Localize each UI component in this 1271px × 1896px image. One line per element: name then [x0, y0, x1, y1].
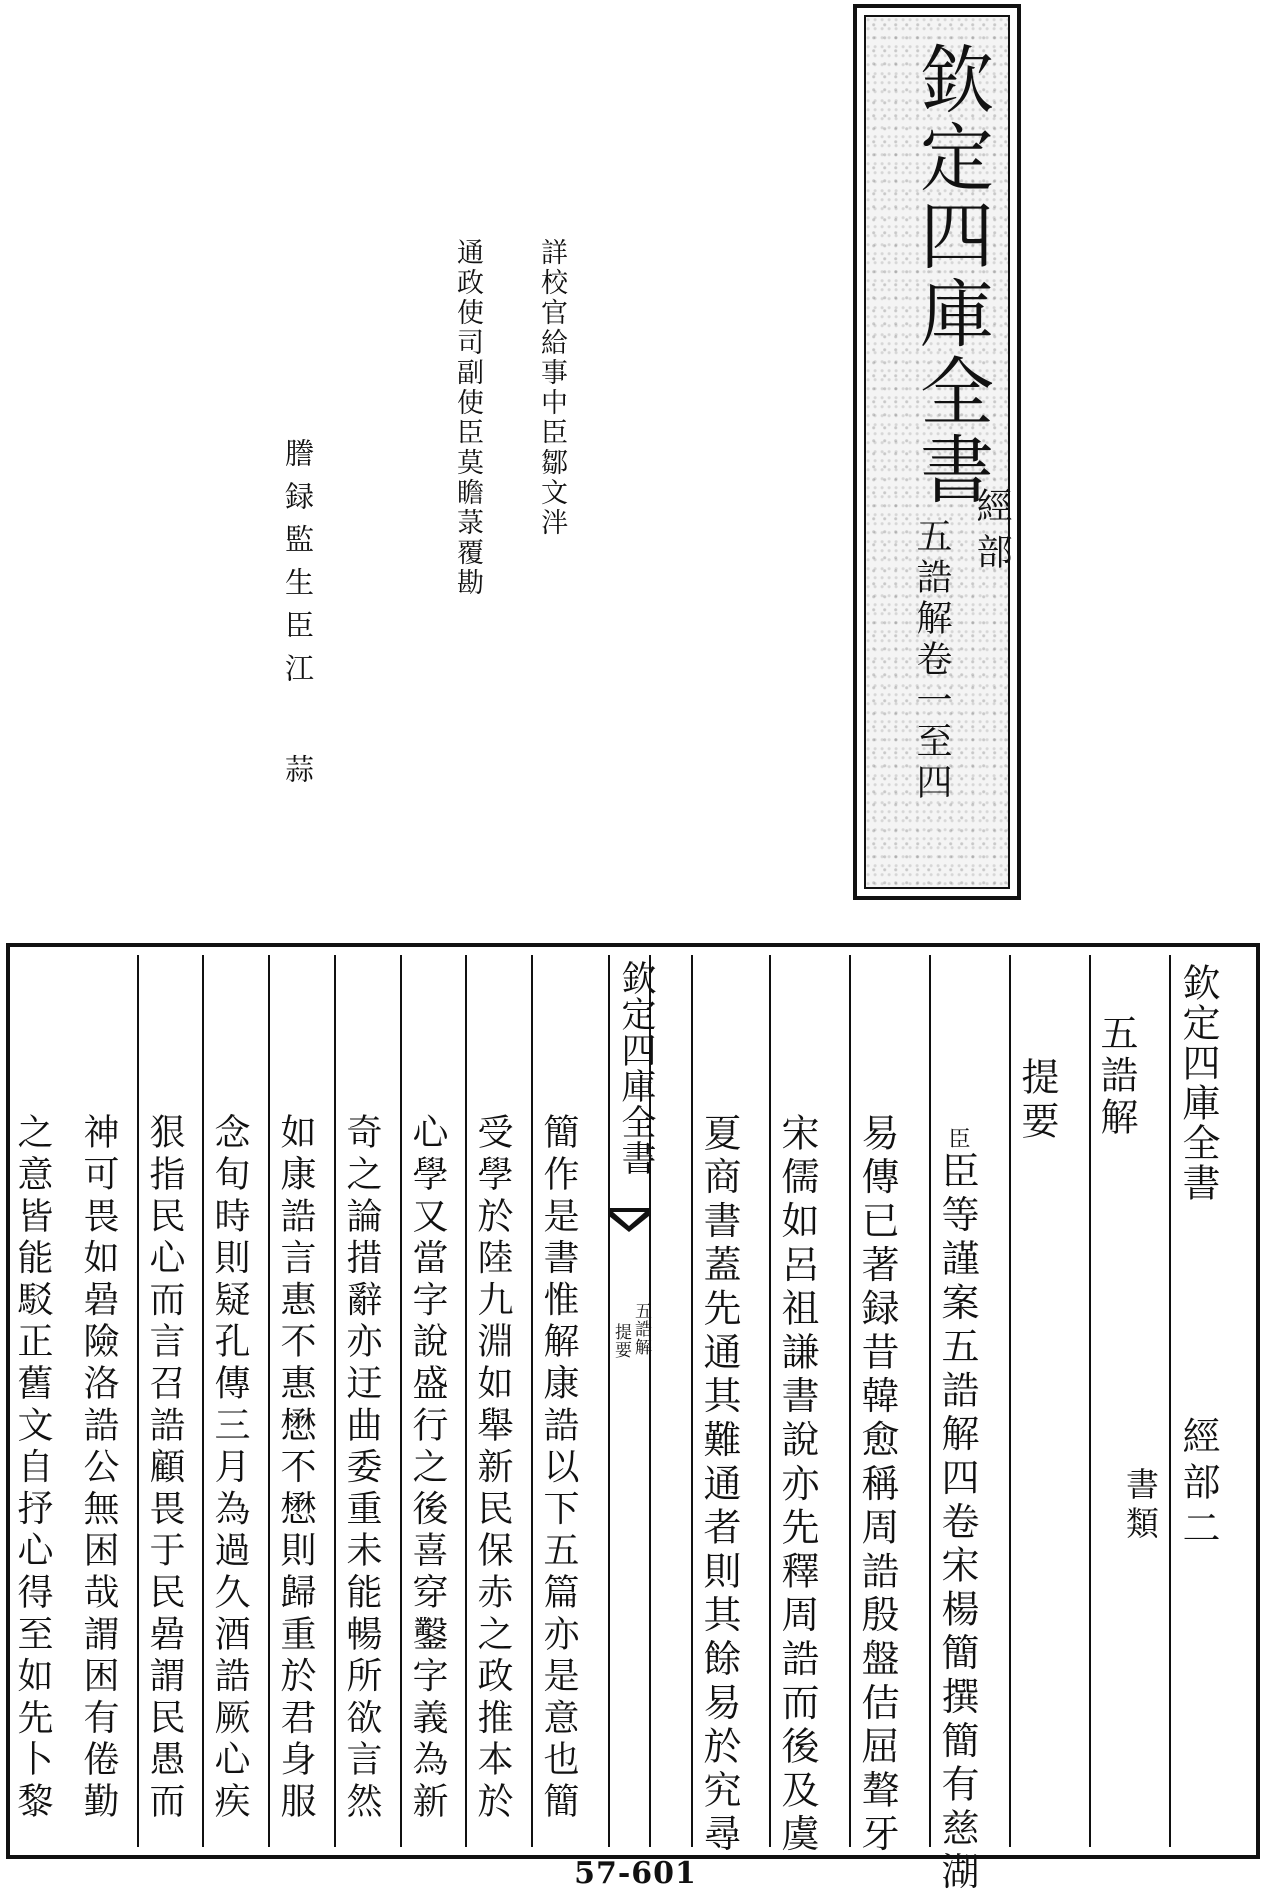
column-rule [1009, 955, 1011, 1847]
column-rule [769, 955, 771, 1847]
fish-tail-icon [607, 1206, 651, 1234]
text-column: 受學於陸九淵如舉新民保赤之政推本於 [472, 1113, 513, 1824]
slip-title: 欽定四庫全書 [908, 41, 994, 509]
text-column: 念旬時則疑孔傳三月為過久酒誥厥心疾 [209, 1113, 250, 1824]
column-rule [202, 955, 204, 1847]
column-rule [1089, 955, 1091, 1847]
section-label: 提要 [1015, 1057, 1059, 1145]
column-rule [400, 955, 402, 1847]
title-slip-border [864, 15, 1010, 889]
text-column: 之意皆能駁正舊文自抒心得至如先卜黎 [12, 1113, 53, 1824]
column-rule [849, 955, 851, 1847]
center-fold-rule [608, 955, 610, 1847]
column-rule [929, 955, 931, 1847]
text-column: 夏商書蓋先通其難通者則其餘易於究尋 [697, 1113, 741, 1858]
text-column: 心學又當字說盛行之後喜穿鑿字義為新 [407, 1113, 448, 1824]
category-label: 書類 [1121, 1467, 1160, 1545]
book-title: 五誥解 [1094, 1013, 1138, 1139]
banner-book: 五誥解 [631, 1302, 651, 1356]
column-rule [334, 955, 336, 1847]
copyist-name: 蒜 [281, 754, 315, 797]
column-rule [268, 955, 270, 1847]
slip-section: 經部 [971, 487, 1012, 579]
reviewer-credit: 通政使司副使臣莫瞻菉覆勘 [452, 238, 483, 598]
slip-book-volumes: 五誥解卷一至四 [911, 517, 952, 804]
text-column: 簡作是書惟解康誥以下五篇亦是意也簡 [538, 1113, 579, 1824]
column-rule [531, 955, 533, 1847]
page-header-title: 欽定四庫全書 [1176, 963, 1220, 1203]
column-rule [1169, 955, 1171, 1847]
copyist-credit [278, 438, 319, 797]
column-rule [137, 955, 139, 1847]
banner-title: 欽定四庫全書 [616, 960, 656, 1176]
page-header-section: 經部二 [1176, 1416, 1220, 1554]
text-column: 如康誥言惠不惠懋不懋則歸重於君身服 [275, 1113, 316, 1824]
banner-section: 提要 [611, 1323, 631, 1359]
text-column: 易傳已著録昔韓愈稱周誥殷盤佶屈聱牙 [855, 1113, 899, 1858]
column-text: 臣等謹案五誥解四卷宋楊簡撰簡有慈湖 [935, 1151, 979, 1896]
text-column: 狠指民心而言召誥顧畏于民碞謂民愚而 [144, 1113, 185, 1824]
text-column: 神可畏如碞險洛誥公無困哉謂困有倦勤 [78, 1113, 119, 1824]
text-column: 奇之論措辭亦迂曲委重未能暢所欲言然 [341, 1113, 382, 1824]
minister-char: 臣 [945, 1127, 970, 1151]
fish-tail-ornament [607, 1206, 651, 1234]
column-rule [691, 955, 693, 1847]
title-slip [853, 4, 1021, 900]
proofreader-credit: 詳校官給事中臣鄒文泮 [536, 238, 567, 538]
copyist-title: 謄録監生臣江 [281, 438, 315, 696]
page-number: 57-601 [574, 1856, 697, 1891]
column-rule [465, 955, 467, 1847]
text-column [935, 1127, 979, 1896]
text-column: 宋儒如呂祖謙書說亦先釋周誥而後及虞 [775, 1113, 819, 1858]
